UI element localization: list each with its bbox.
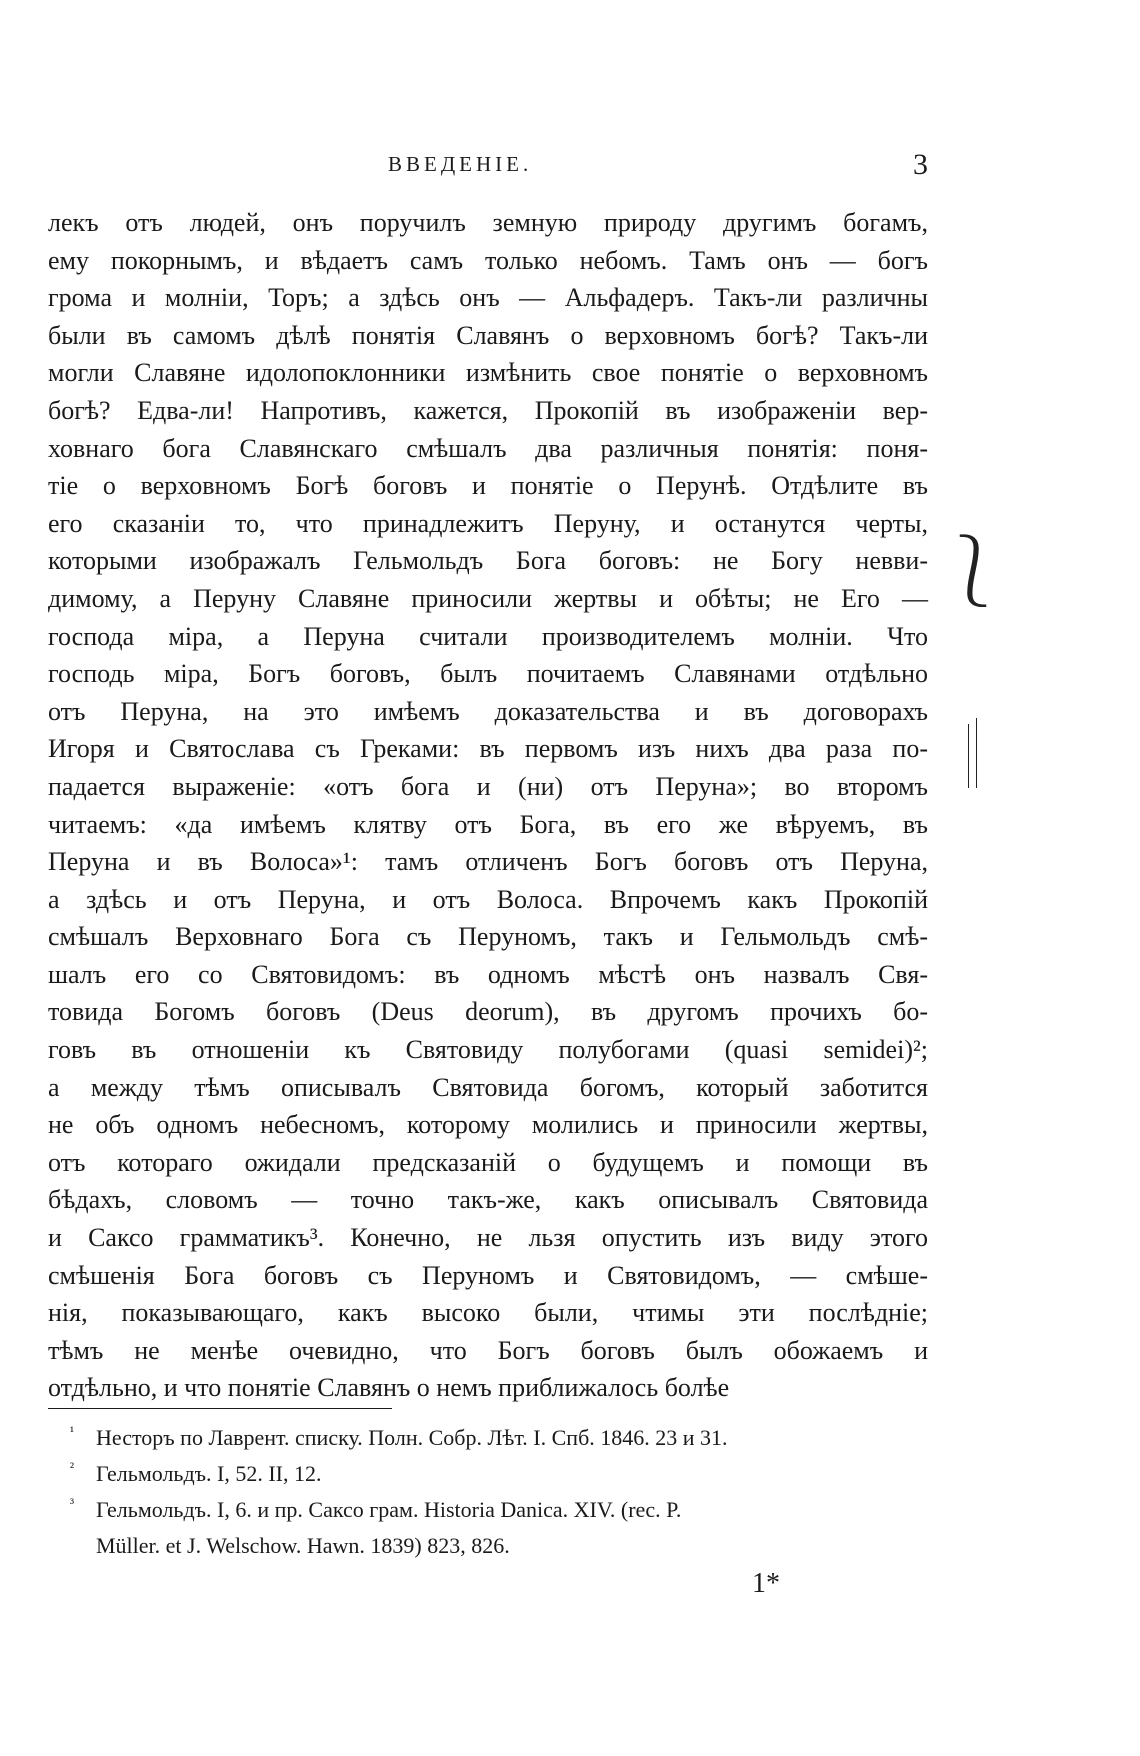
footnote-marker: ³ — [69, 1497, 75, 1512]
footnote-text: Несторъ по Лаврент. списку. Полн. Собр. Лѣт. I. Спб. 1846. 23 и 31. — [96, 1425, 728, 1450]
text-line: а здѣсь и отъ Перуна, и отъ Волоса. Впрочемъ какъ Прокопій — [48, 884, 928, 914]
text-line: которыми изображалъ Гельмольдъ Бога боговъ: не Богу невви- — [48, 546, 928, 576]
footnote — [48, 1420, 928, 1456]
text-line: падается выраженіе: «отъ бога и (ни) отъ Перуна»; во второмъ — [48, 771, 928, 801]
text-line: шалъ его со Святовидомъ: въ одномъ мѣстѣ онъ назвалъ Свя- — [48, 959, 928, 989]
text-line: говъ въ отношеніи къ Святовиду полубогами (quasi semidei)²; — [48, 1035, 928, 1065]
text-line: нія, показывающаго, какъ высоко были, чтимы эти послѣдніе; — [48, 1298, 928, 1328]
text-line: его сказаніи то, что принадлежитъ Перуну, и останутся черты, — [48, 508, 928, 538]
margin-line-mark — [976, 718, 977, 788]
text-line: лекъ отъ людей, онъ поручилъ земную природу другимъ богамъ, — [48, 208, 928, 237]
signature-mark: 1* — [752, 1568, 780, 1599]
text-line: бѣдахъ, словомъ — точно такъ-же, какъ описывалъ Святовида — [48, 1185, 928, 1215]
footnote-marker: ¹ — [69, 1425, 75, 1440]
footnote — [48, 1456, 928, 1492]
footnote-rule — [48, 1408, 392, 1409]
text-line: грома и молніи, Торъ; а здѣсь онъ — Альфадеръ. Такъ-ли различны — [48, 283, 928, 313]
footnote-text: Гельмольдъ. I, 6. и пр. Саксо грам. Historia Danica. XIV. (rec. P. — [96, 1497, 682, 1522]
text-line: тѣмъ не менѣе очевидно, что Богъ боговъ былъ обожаемъ и — [48, 1335, 928, 1365]
text-line: отдѣльно, и что понятіе Славянъ о немъ приближалось болѣе — [48, 1373, 730, 1403]
text-line: отъ котораго ожидали предсказаній о будущемъ и помощи въ — [48, 1147, 928, 1177]
text-line: читаемъ: «да имѣемъ клятву отъ Бога, въ его же вѣруемъ, въ — [48, 809, 928, 839]
footnote — [48, 1528, 928, 1564]
text-line: могли Славяне идолопоклонники измѣнить свое понятіе о верховномъ — [48, 358, 928, 388]
footnote-marker: ² — [69, 1461, 75, 1476]
footnote-text: Гельмольдъ. I, 52. II, 12. — [96, 1461, 322, 1486]
margin-line-mark — [968, 724, 969, 788]
running-head — [48, 148, 928, 192]
text-line: богѣ? Едва-ли! Напротивъ, кажется, Прокопій въ изображеніи вер- — [48, 395, 928, 425]
footnote — [48, 1492, 928, 1528]
text-line: смѣшенія Бога боговъ съ Перуномъ и Святовидомъ, — смѣше- — [48, 1260, 928, 1290]
text-line: ему покорнымъ, и вѣдаетъ самъ только небомъ. Тамъ онъ — богъ — [48, 245, 928, 275]
text-line: не объ одномъ небесномъ, которому молились и приносили жертвы, — [48, 1110, 928, 1140]
body-text — [48, 204, 928, 1407]
text-line: господь міра, Богъ боговъ, былъ почитаемъ Славянами отдѣльно — [48, 659, 928, 689]
text-line: отъ Перуна, на это имѣемъ доказательства и въ договорахъ — [48, 696, 928, 726]
text-line: а между тѣмъ описывалъ Святовида богомъ, который заботится — [48, 1072, 928, 1102]
text-line: Перуна и въ Волоса»¹: тамъ отличенъ Богъ боговъ отъ Перуна, — [48, 847, 928, 877]
margin-bracket-mark: ⎱ — [938, 530, 1008, 612]
text-line: господа міра, а Перуна считали производителемъ молніи. Что — [48, 621, 928, 651]
running-title: ВВЕДЕНІЕ. — [388, 152, 533, 176]
footnotes — [48, 1420, 928, 1564]
page-number: 3 — [913, 148, 928, 181]
text-line: ховнаго бога Славянскаго смѣшалъ два различныя понятія: поня- — [48, 433, 928, 463]
text-line: тіе о верховномъ Богѣ боговъ и понятіе о Перунѣ. Отдѣлите въ — [48, 471, 928, 501]
text-line: товида Богомъ боговъ (Deus deorum), въ другомъ прочихъ бо- — [48, 997, 928, 1027]
text-line: смѣшалъ Верховнаго Бога съ Перуномъ, такъ и Гельмольдъ смѣ- — [48, 922, 928, 952]
text-line: Игоря и Святослава съ Греками: въ первомъ изъ нихъ два раза по- — [48, 734, 928, 764]
text-line: и Саксо грамматикъ³. Конечно, не льзя опустить изъ виду этого — [48, 1223, 928, 1253]
text-line: димому, а Перуну Славяне приносили жертвы и обѣты; не Его — — [48, 583, 928, 613]
footnote-text: Müller. et J. Welschow. Hawn. 1839) 823, 826. — [96, 1533, 510, 1558]
text-line: были въ самомъ дѣлѣ понятія Славянъ о верховномъ богѣ? Такъ-ли — [48, 320, 928, 350]
